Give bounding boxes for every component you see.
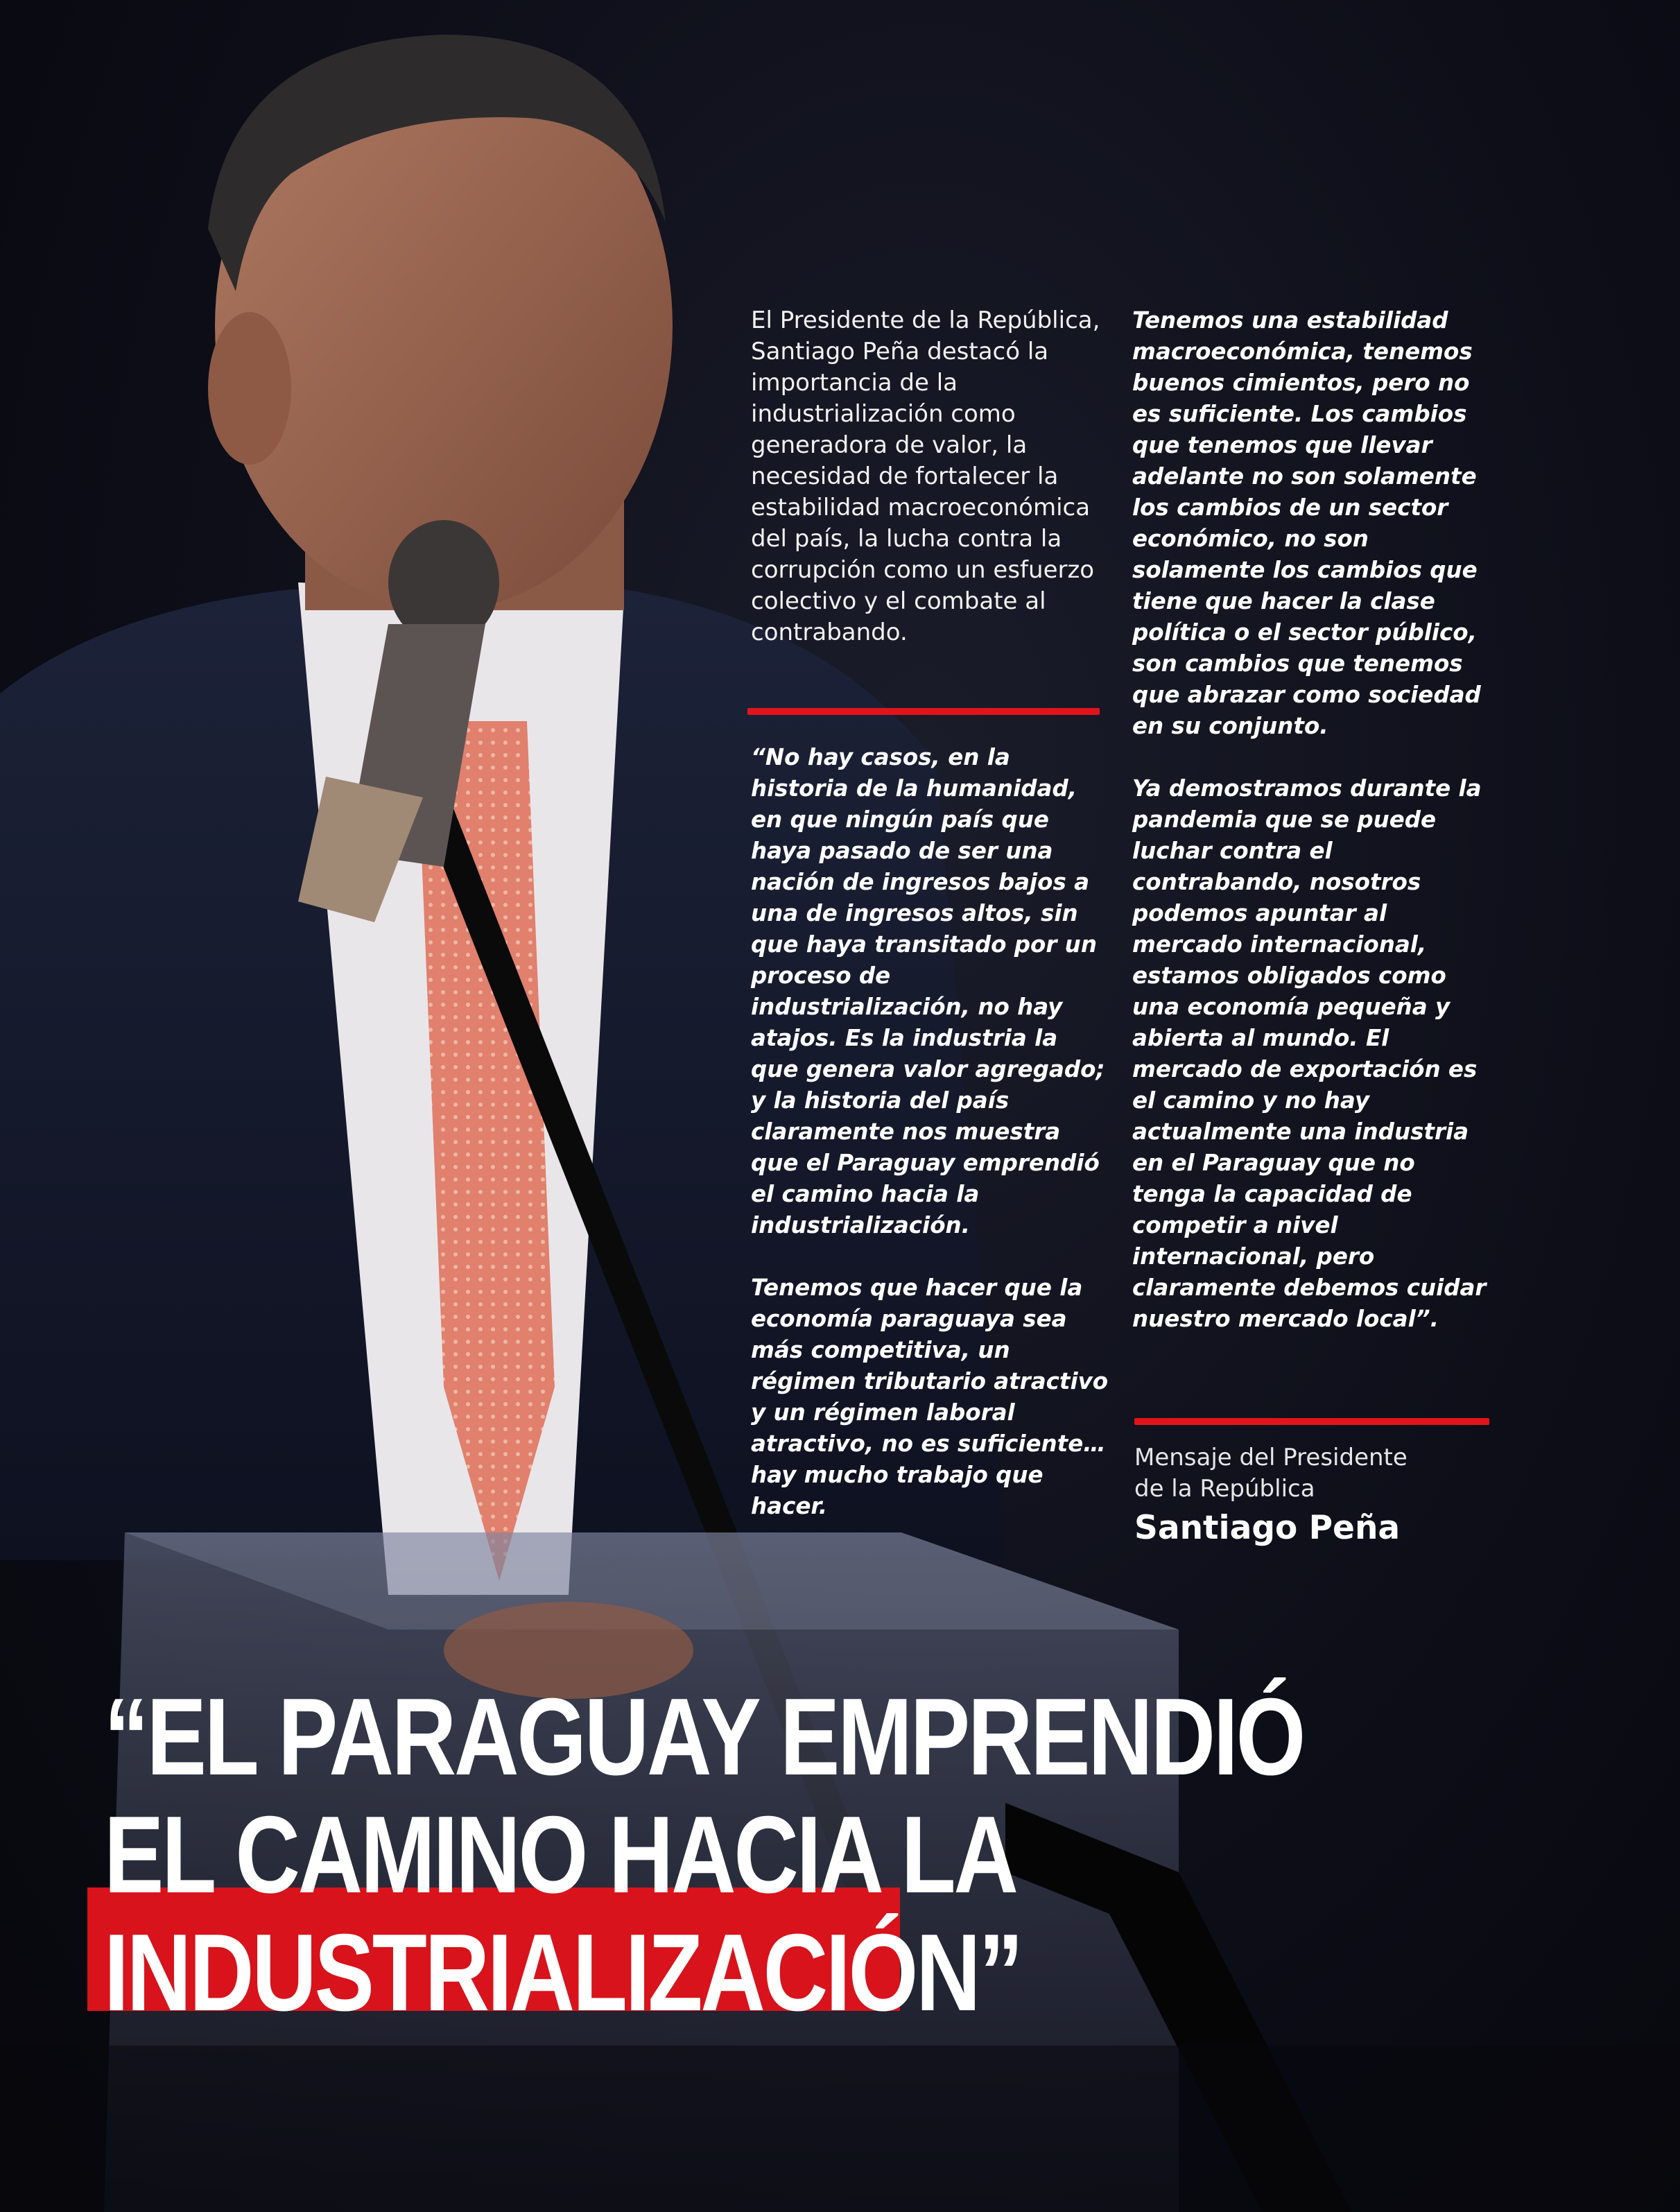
signature-line-2: de la República <box>1134 1475 1315 1503</box>
red-divider <box>747 708 1100 715</box>
intro-text: El Presidente de la República, Santiago Peña destacó la importancia de la industrialización como generadora de valor, la necesidad de fortalecer la estabilidad macroeconómica del país, la lucha contra la corrupción como un esfuerzo colectivo y el combate al contrabando. <box>751 306 1100 646</box>
quote-right-paragraph-1: Tenemos una estabilidad macroeconómica, tenemos buenos cimientos, pero no es suficiente. Los cambios que tenemos que llevar adelante no son solamente los cambios de un sector económico, no son solamente los cambios que tiene que hacer la clase política o el sector público, son cambios que tenemos que abrazar como sociedad en su conjunto. <box>1132 307 1481 739</box>
signature-block <box>1134 1442 1495 1549</box>
quote-left-paragraph-2: Tenemos que hacer que la economía paraguaya sea más competitiva, un régimen tributario atractivo y un régimen laboral atractivo, no es suficiente…hay mucho trabajo que hacer. <box>751 1275 1109 1519</box>
headline-line-3: INDUSTRIALIZACIÓN” <box>104 1912 1021 2034</box>
red-divider <box>1134 1418 1489 1425</box>
headline <box>104 1678 1304 2032</box>
headline-line-2: EL CAMINO HACIA LA <box>104 1794 1016 1916</box>
quote-right-paragraph-2: Ya demostramos durante la pandemia que se puede luchar contra el contrabando, nosotros podemos apuntar al mercado internacional, estamos obligados como una economía pequeña y abierta al mundo. El mercado de exportación es el camino y no hay actualmente una industria en el Paraguay que no tenga la capacidad de competir a nivel internacional, pero claramente debemos cuidar nuestro mercado local”. <box>1132 775 1487 1332</box>
quote-column-left <box>751 742 1111 1522</box>
headline-line-1: “EL PARAGUAY EMPRENDIÓ <box>104 1676 1304 1798</box>
intro-paragraph <box>751 305 1111 648</box>
signature-line-1: Mensaje del Presidente <box>1134 1444 1408 1471</box>
signature-name: Santiago Peña <box>1134 1509 1401 1547</box>
quote-column-right <box>1132 305 1493 1335</box>
quote-left-paragraph-1: “No hay casos, en la historia de la humanidad, en que ningún país que haya pasado de ser una nación de ingresos bajos a una de ingresos altos, sin que haya transitado por un proceso de industrialización, no hay atajos. Es la industria la que genera valor agregado; y la historia del país claramente nos muestra que el Paraguay emprendió el camino hacia la industrialización. <box>751 744 1105 1238</box>
